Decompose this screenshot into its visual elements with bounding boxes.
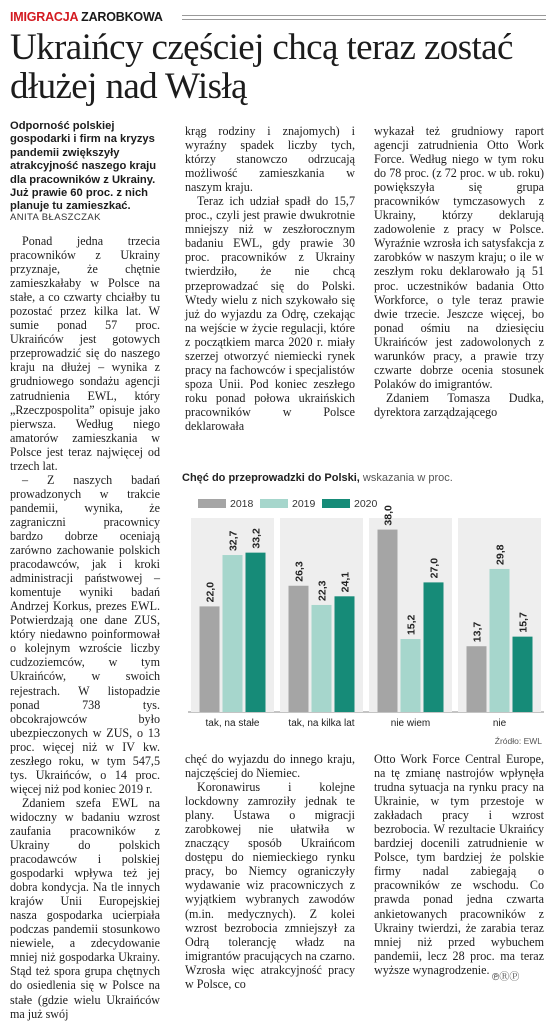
bar-value-label: 29,8 bbox=[494, 544, 507, 565]
bar-value-label: 33,2 bbox=[250, 528, 263, 549]
bar-chart bbox=[180, 468, 548, 750]
paragraph: Otto Work Force Central Europe, na tę zmianę nastrojów wpłynęła trudna sytuacja na rynku pracy na Ukrainie, w tym przestoje w zakładach pracy i wzrost bezrobocia. W rezultacie Ukraińcy bardziej docenili zatrudnienie w Polsce, tym bardziej że polskie firmy nadal zabiegają o pracowników ze wschodu. Co prawda ponad jedna czwarta ankietowanych pracowników z Ukrainy twierdzi, że zarabia teraz mniej niż przed wybuchem pandemii, lecz 28 proc. ma teraz wyższe wynagrodzenie. bbox=[374, 752, 544, 977]
paragraph: Zdaniem Tomasza Dudka, dyrektora zarządzającego bbox=[374, 390, 544, 419]
section-label-red: IMIGRACJA bbox=[10, 10, 78, 24]
article-column-3-bottom bbox=[374, 752, 544, 977]
category-label: tak, na kilka lat bbox=[288, 718, 355, 729]
article-column-2-bottom bbox=[185, 752, 355, 991]
bar-2018 bbox=[289, 586, 309, 712]
chart-title-main: Chęć do przeprowadzki do Polski, bbox=[182, 472, 360, 484]
paragraph: Teraz ich udział spadł do 15,7 proc., czyli jest prawie dwukrotnie mniejszy niż w zeszłorocznym badaniu EWL, gdy prawie 30 proc. pracowników z Ukrainy twierdziło, że nie chcą przeprowadzać się do Polski. Wtedy wielu z nich szykowało się już do wyjazdu za Odrę, czekając na wejście w życie regulacji, które z początkiem marca 2020 r. miały szerzej otworzyć niemiecki rynek pracy na fachowców i specjalistów spoza Unii. Pod koniec zeszłego roku ponad połowa ukraińskich pracowników w Polsce deklarowała bbox=[185, 194, 355, 433]
section-label-dark: ZAROBKOWA bbox=[77, 10, 163, 24]
category-label: nie wiem bbox=[390, 718, 431, 729]
article-column-3 bbox=[374, 124, 544, 460]
chart-source: Źródło: EWL bbox=[494, 736, 542, 746]
chart-subtitle: wskazania w proc. bbox=[359, 472, 453, 484]
article-column-1 bbox=[10, 234, 160, 1021]
category-label: nie bbox=[492, 718, 507, 729]
bar-2020 bbox=[335, 596, 355, 712]
bar-2019 bbox=[312, 605, 332, 712]
bar-value-label: 24,1 bbox=[339, 571, 352, 593]
bar-value-label: 38,0 bbox=[382, 505, 395, 526]
bar-2019 bbox=[401, 639, 421, 712]
paragraph: chęć do wyjazdu do innego kraju, najczęściej do Niemiec. bbox=[185, 752, 355, 781]
bar-value-label: 32,7 bbox=[227, 530, 240, 552]
paragraph: wykazał też grudniowy raport agencji zatrudnienia Otto Work Force. Według niego w tym roku do 78 proc. (z 72 proc. w ub. roku) powiększyła się grupa pracowników tymczasowych z Ukrainy, którzy deklarują zadowolenie z pracy w Polsce. Wyraźnie wzrosła ich satysfakcja z zarobków w naszym kraju; o ile w zeszłym roku deklarowało ją 51 proc. uczestników badania Otto Workforce, o tyle teraz prawie dwie trzecie. Jeszcze więcej, bo ponad ośmiu na dziesięciu Ukraińców jest zadowolonych z warunków pracy, a prawie trzy czwarte dobrze ocenia stosunek Polaków do imigrantów. bbox=[374, 124, 544, 391]
section-rule bbox=[182, 15, 546, 20]
paragraph: – Z naszych badań prowadzonych w trakcie pandemii, wynika, że zagraniczni pracownicy bardzo dobrze oceniają zarówno zachowanie polskich pracodawców, jak i kroki administracji państwowej – komentuje wyniki badań Andrzej Korkus, prezes EWL. Potwierdzają one dane ZUS, który niedawno poinformował o kolejnym wzroście liczby cudzoziemców, w tym Ukraińców, w swoich rejestrach. W listopadzie ponad 738 tys. obcokrajowców było ubezpieczonych w ZUS, o 13 proc. więcej niż w IV kw. zeszłego roku, w tym 547,5 tys. Ukraińców, o 14 proc. więcej niż pod koniec 2019 r. bbox=[10, 472, 160, 796]
paragraph: Koronawirus i kolejne lockdowny zamroziły jednak te plany. Ustawa o migracji zarobkowej nie ułatwiła w znaczący sposób Ukraińcom dostępu do niemieckiego rynku pracy, bo Niemcy ograniczyły wydawanie wiz pracowniczych z wyjątkiem wybranych zawodów (m.in. medycznych). Z kolei wzrost bezrobocia zmniejszył za Odrą tolerancję władz na imigrantów pracujących na czarno. Wzrosła więc atrakcyjność pracy w Polsce, co bbox=[185, 780, 355, 991]
bar-2019 bbox=[490, 569, 510, 712]
bar-2018 bbox=[467, 646, 487, 712]
signature-mark: ℗ⓇⓅ bbox=[492, 972, 520, 983]
bar-value-label: 22,0 bbox=[204, 581, 217, 603]
bar-value-label: 27,0 bbox=[428, 557, 441, 579]
bar-value-label: 15,2 bbox=[405, 614, 418, 636]
paragraph: Ponad jedna trzecia pracowników z Ukrainy przyznaje, że chętnie zamieszkałaby w Polsce na stałe, a co czwarty chciałby tu pozostać przez kilka lat. W sumie ponad 57 proc. Ukraińców jest gotowych przeprowadzić się do naszego kraju na dłużej – wynika z grudniowego sondażu agencji zatrudnienia EWL, który „Rzeczpospolita” opisuje jako pierwsza. Według niego amatorów zamieszkania w Polsce jest teraz najwięcej od trzech lat. bbox=[10, 234, 160, 473]
legend-label: 2018 bbox=[230, 498, 254, 510]
bar-2018 bbox=[378, 530, 398, 712]
paragraph: krąg rodziny i znajomych) i wyraźny spadek liczby tych, którzy stanowczo odrzucają możliwość zamieszkania w naszym kraju. bbox=[185, 124, 355, 195]
bar-2020 bbox=[513, 637, 533, 712]
lead-paragraph: Odporność polskiej gospodarki i firm na kryzys pandemii zwiększyły atrakcyjność naszego kraju dla pracowników z Ukrainy. Już prawie 60 proc. z nich planuje tu zamieszkać. bbox=[10, 120, 157, 213]
bar-value-label: 13,7 bbox=[471, 621, 484, 643]
bar-value-label: 22,3 bbox=[316, 580, 329, 601]
category-label: tak, na stałe bbox=[205, 718, 260, 729]
article-column-2 bbox=[185, 124, 355, 460]
bar-2019 bbox=[223, 555, 243, 712]
section-header bbox=[10, 8, 546, 26]
bar-2018 bbox=[200, 606, 220, 712]
paragraph: Zdaniem szefa EWL na widoczny w badaniu wzrost zaufania pracowników z Ukrainy do polskich pracodawców i polskiej gospodarki wpływa też jej dobra kondycja. Na tle innych krajów Unii Europejskiej nasza gospodarka ucierpiała podczas pandemii stosunkowo niewiele, a zdecydowanie mniej niż gospodarka Ukrainy. Stąd też spora grupa chętnych do osiedlenia się w Polsce na stałe (gdzie wielu Ukraińców ma już swój bbox=[10, 795, 160, 1021]
chart-plot bbox=[180, 468, 548, 750]
author-byline: ANITA BŁASZCZAK bbox=[10, 212, 101, 223]
bar-value-label: 15,7 bbox=[517, 612, 530, 633]
bar-value-label: 26,3 bbox=[293, 561, 306, 582]
legend-label: 2019 bbox=[292, 498, 316, 510]
section-label bbox=[10, 10, 163, 24]
bar-2020 bbox=[246, 553, 266, 712]
legend-label: 2020 bbox=[354, 498, 378, 510]
headline: Ukraińcy częściej chcą teraz zostać dłużej nad Wisłą bbox=[10, 27, 513, 107]
bar-2020 bbox=[424, 582, 444, 712]
